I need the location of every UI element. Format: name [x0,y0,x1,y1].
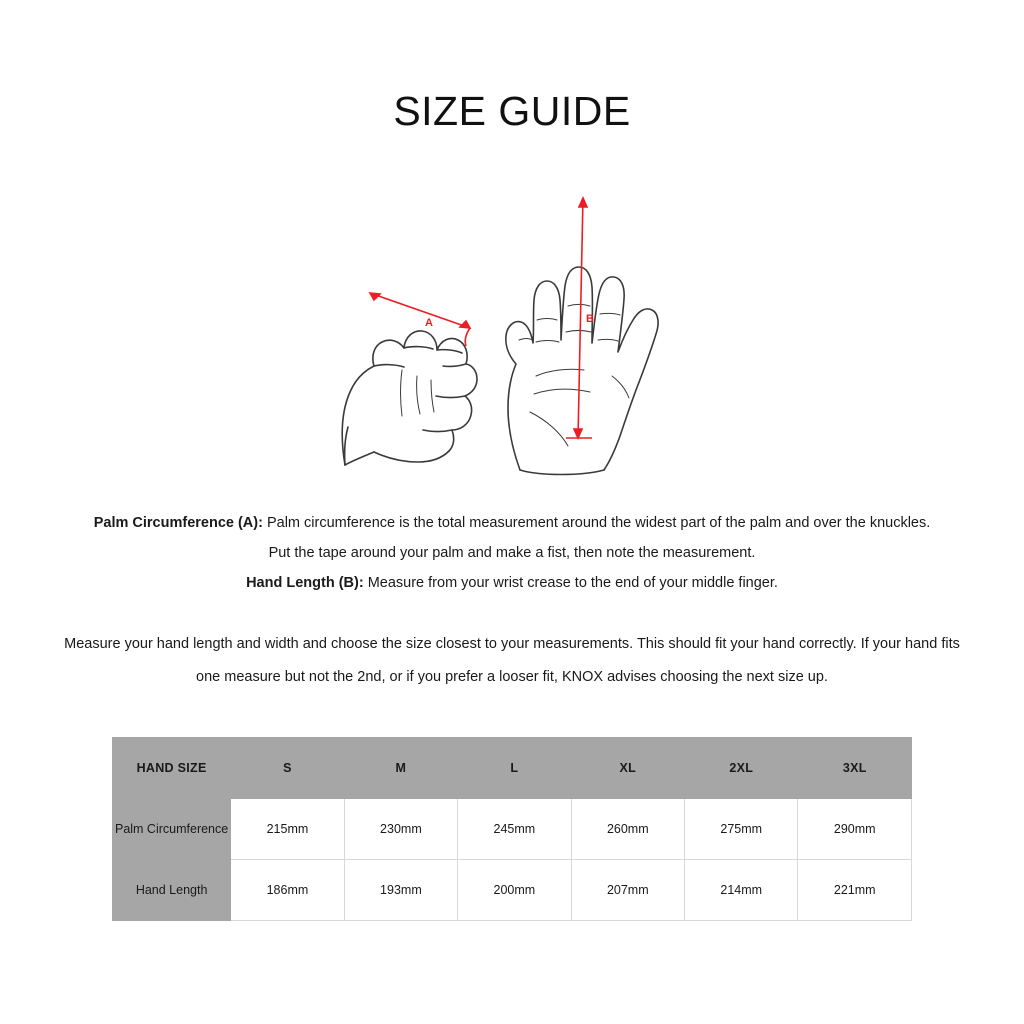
label-b: B [586,313,594,325]
column-header-3xl: 3XL [798,738,912,799]
column-header-xl: XL [571,738,684,799]
hand-length-text: Measure from your wrist crease to the end of your middle finger. [363,575,778,591]
column-header-2xl: 2XL [685,738,798,799]
sizing-advice: Measure your hand length and width and choose the size closest to your measurements. This should fit your hand correctly. If your hand fits one measure but not the 2nd, or if you prefer a looser fit, KNOX advises choosing the next size up. [64,636,960,685]
measurement-instructions [50,508,974,598]
cell-length-xl: 207mm [571,860,684,921]
cell-palm-2xl: 275mm [685,799,798,860]
palm-circumference-label: Palm Circumference (A): [93,515,263,531]
cell-length-s: 186mm [231,860,344,921]
palm-circumference-text: Palm circumference is the total measurement around the widest part of the palm and over the knuckles. [262,515,931,531]
table-corner-header: HAND SIZE [113,738,231,799]
cell-palm-l: 245mm [458,799,571,860]
hand-illustration [0,180,1024,480]
cell-palm-3xl: 290mm [798,799,912,860]
column-header-s: S [231,738,344,799]
row-label-hand-length: Hand Length [113,860,231,921]
cell-length-2xl: 214mm [685,860,798,921]
cell-palm-s: 215mm [231,799,344,860]
cell-palm-xl: 260mm [571,799,684,860]
cell-length-3xl: 221mm [798,860,912,921]
size-chart-table [112,737,912,921]
page-title: SIZE GUIDE [393,88,631,134]
column-header-l: L [458,738,571,799]
cell-length-l: 200mm [458,860,571,921]
table-row [113,799,912,860]
cell-length-m: 193mm [344,860,457,921]
label-a: A [425,317,433,329]
instruction-line-3 [50,568,974,598]
column-header-m: M [344,738,457,799]
row-label-palm-circumference: Palm Circumference [113,799,231,860]
instruction-line-2: Put the tape around your palm and make a fist, then note the measurement. [268,545,756,561]
cell-palm-m: 230mm [344,799,457,860]
table-header-row [113,738,912,799]
instruction-line-1 [50,508,974,538]
table-row [113,860,912,921]
hand-length-label: Hand Length (B): [246,575,364,591]
